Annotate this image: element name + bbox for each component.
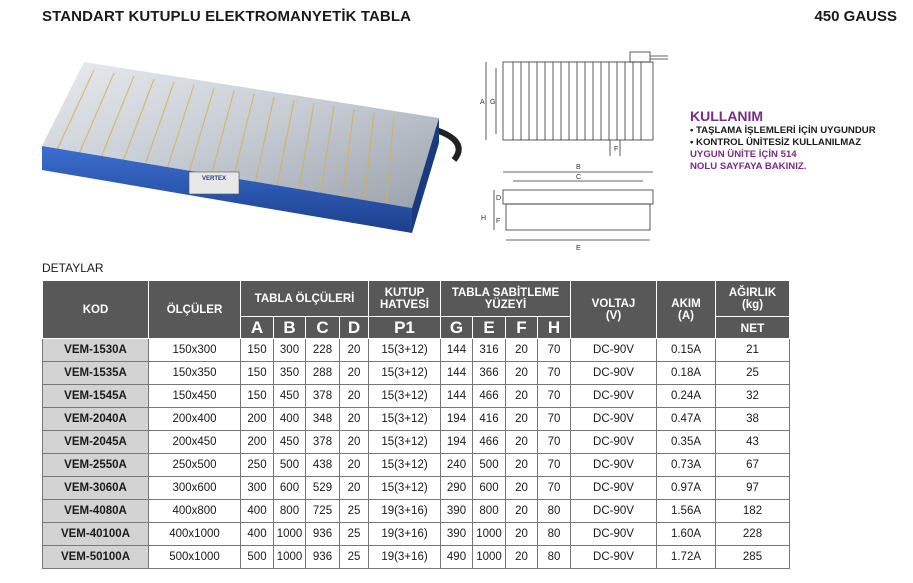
cell-akim: 0.47A bbox=[657, 408, 716, 431]
cell-voltaj: DC-90V bbox=[571, 523, 657, 546]
cell-e: 800 bbox=[473, 500, 506, 523]
table-row bbox=[43, 546, 790, 569]
cell-agirlik: 182 bbox=[716, 500, 790, 523]
cell-agirlik: 32 bbox=[716, 385, 790, 408]
cell-voltaj: DC-90V bbox=[571, 500, 657, 523]
cell-a: 400 bbox=[241, 500, 274, 523]
header-net: NET bbox=[716, 317, 790, 339]
connector-box bbox=[630, 52, 650, 62]
cell-olculer: 150x450 bbox=[149, 385, 241, 408]
dim-label-h: H bbox=[481, 215, 487, 222]
cell-agirlik: 25 bbox=[716, 362, 790, 385]
cell-g: 240 bbox=[441, 454, 473, 477]
cell-e: 466 bbox=[473, 385, 506, 408]
usage-item: • KONTROL ÜNİTESİZ KULLANILMAZ bbox=[690, 137, 862, 148]
side-view-top bbox=[503, 190, 653, 204]
cell-f: 20 bbox=[506, 523, 538, 546]
cell-f: 20 bbox=[506, 408, 538, 431]
cell-f: 20 bbox=[506, 546, 538, 569]
cell-akim: 0.35A bbox=[657, 431, 716, 454]
cell-c: 936 bbox=[306, 523, 340, 546]
header-agirlik: AĞIRLIK (kg) bbox=[716, 281, 790, 317]
cell-olculer: 400x1000 bbox=[149, 523, 241, 546]
cell-a: 300 bbox=[241, 477, 274, 500]
cell-p1: 19(3+16) bbox=[369, 500, 441, 523]
cell-olculer: 150x350 bbox=[149, 362, 241, 385]
cell-akim: 1.56A bbox=[657, 500, 716, 523]
cell-p1: 15(3+12) bbox=[369, 477, 441, 500]
dim-label-a: A bbox=[480, 99, 485, 106]
side-view-body bbox=[506, 204, 650, 230]
cell-p1: 19(3+16) bbox=[369, 546, 441, 569]
table-row bbox=[43, 523, 790, 546]
cell-b: 450 bbox=[274, 431, 306, 454]
dim-label-g: G bbox=[490, 99, 496, 106]
table-row bbox=[43, 408, 790, 431]
cell-d: 25 bbox=[340, 500, 369, 523]
cell-d: 20 bbox=[340, 477, 369, 500]
cell-h: 70 bbox=[538, 339, 571, 362]
cell-g: 490 bbox=[441, 546, 473, 569]
cell-d: 20 bbox=[340, 431, 369, 454]
cell-c: 936 bbox=[306, 546, 340, 569]
header-a: A bbox=[241, 317, 274, 339]
table-row bbox=[43, 385, 790, 408]
header-d: D bbox=[340, 317, 369, 339]
cell-h: 70 bbox=[538, 408, 571, 431]
cell-voltaj: DC-90V bbox=[571, 362, 657, 385]
table-row bbox=[43, 477, 790, 500]
cell-c: 725 bbox=[306, 500, 340, 523]
cell-d: 20 bbox=[340, 408, 369, 431]
cell-e: 1000 bbox=[473, 546, 506, 569]
cell-f: 20 bbox=[506, 477, 538, 500]
cell-d: 20 bbox=[340, 385, 369, 408]
header-c: C bbox=[306, 317, 340, 339]
cell-d: 20 bbox=[340, 339, 369, 362]
cell-voltaj: DC-90V bbox=[571, 454, 657, 477]
cell-h: 80 bbox=[538, 546, 571, 569]
cell-g: 194 bbox=[441, 408, 473, 431]
header-olculer: ÖLÇÜLER bbox=[149, 281, 241, 339]
table-row bbox=[43, 431, 790, 454]
dim-label-f-top: F bbox=[614, 146, 619, 153]
usage-note: UYGUN ÜNİTE İÇİN 514 bbox=[690, 149, 797, 160]
cell-b: 350 bbox=[274, 362, 306, 385]
usage-title: KULLANIM bbox=[690, 108, 764, 124]
cell-f: 20 bbox=[506, 431, 538, 454]
header-tabla-olculeri: TABLA ÖLÇÜLERİ bbox=[241, 281, 369, 317]
cell-a: 200 bbox=[241, 408, 274, 431]
cell-agirlik: 97 bbox=[716, 477, 790, 500]
cell-h: 70 bbox=[538, 477, 571, 500]
cell-d: 20 bbox=[340, 362, 369, 385]
product-photo bbox=[34, 48, 474, 248]
cell-kod: VEM-50100A bbox=[43, 546, 149, 569]
cell-p1: 15(3+12) bbox=[369, 385, 441, 408]
cell-a: 150 bbox=[241, 385, 274, 408]
cell-akim: 0.97A bbox=[657, 477, 716, 500]
cell-f: 20 bbox=[506, 385, 538, 408]
top-view-ribs bbox=[513, 62, 641, 140]
header-f: F bbox=[506, 317, 538, 339]
cell-voltaj: DC-90V bbox=[571, 546, 657, 569]
cell-b: 1000 bbox=[274, 523, 306, 546]
header-voltaj: VOLTAJ (V) bbox=[571, 281, 657, 339]
cell-h: 70 bbox=[538, 431, 571, 454]
cell-agirlik: 21 bbox=[716, 339, 790, 362]
cell-e: 316 bbox=[473, 339, 506, 362]
header-p1: P1 bbox=[369, 317, 441, 339]
cell-c: 378 bbox=[306, 385, 340, 408]
dim-label-d: D bbox=[496, 195, 502, 202]
cell-c: 529 bbox=[306, 477, 340, 500]
cell-agirlik: 285 bbox=[716, 546, 790, 569]
spec-table-body bbox=[43, 339, 790, 569]
cell-kod: VEM-2045A bbox=[43, 431, 149, 454]
cell-a: 150 bbox=[241, 339, 274, 362]
cell-akim: 0.73A bbox=[657, 454, 716, 477]
header-h: H bbox=[538, 317, 571, 339]
technical-drawing bbox=[468, 40, 683, 260]
cell-a: 500 bbox=[241, 546, 274, 569]
cell-akim: 0.24A bbox=[657, 385, 716, 408]
header-g: G bbox=[441, 317, 473, 339]
cell-kod: VEM-1530A bbox=[43, 339, 149, 362]
cell-e: 416 bbox=[473, 408, 506, 431]
cell-olculer: 150x300 bbox=[149, 339, 241, 362]
cell-f: 20 bbox=[506, 339, 538, 362]
table-row bbox=[43, 500, 790, 523]
cell-b: 800 bbox=[274, 500, 306, 523]
spec-table bbox=[42, 280, 790, 569]
cell-olculer: 200x450 bbox=[149, 431, 241, 454]
cell-p1: 15(3+12) bbox=[369, 408, 441, 431]
cell-f: 20 bbox=[506, 454, 538, 477]
dim-label-b: B bbox=[576, 164, 581, 171]
cell-b: 500 bbox=[274, 454, 306, 477]
table-row bbox=[43, 339, 790, 362]
cell-e: 466 bbox=[473, 431, 506, 454]
header-kutup-hatvesi: KUTUP HATVESİ bbox=[369, 281, 441, 317]
cell-b: 450 bbox=[274, 385, 306, 408]
usage-note: NOLU SAYFAYA BAKINIZ. bbox=[690, 161, 807, 172]
cell-kod: VEM-2040A bbox=[43, 408, 149, 431]
cell-agirlik: 38 bbox=[716, 408, 790, 431]
cell-agirlik: 228 bbox=[716, 523, 790, 546]
cell-g: 144 bbox=[441, 385, 473, 408]
cell-p1: 15(3+12) bbox=[369, 431, 441, 454]
gauss-rating: 450 GAUSS bbox=[814, 8, 897, 25]
cell-f: 20 bbox=[506, 362, 538, 385]
cell-f: 20 bbox=[506, 500, 538, 523]
cell-b: 600 bbox=[274, 477, 306, 500]
cell-c: 228 bbox=[306, 339, 340, 362]
cell-e: 1000 bbox=[473, 523, 506, 546]
cell-b: 400 bbox=[274, 408, 306, 431]
usage-section bbox=[690, 108, 905, 173]
cell-olculer: 500x1000 bbox=[149, 546, 241, 569]
cell-p1: 15(3+12) bbox=[369, 339, 441, 362]
header-kod: KOD bbox=[43, 281, 149, 339]
cell-voltaj: DC-90V bbox=[571, 385, 657, 408]
cell-e: 500 bbox=[473, 454, 506, 477]
cell-a: 200 bbox=[241, 431, 274, 454]
header-akim: AKIM (A) bbox=[657, 281, 716, 339]
cell-a: 150 bbox=[241, 362, 274, 385]
cell-a: 400 bbox=[241, 523, 274, 546]
cell-c: 438 bbox=[306, 454, 340, 477]
dim-label-c: C bbox=[576, 174, 582, 181]
cell-p1: 19(3+16) bbox=[369, 523, 441, 546]
cell-a: 250 bbox=[241, 454, 274, 477]
cell-g: 390 bbox=[441, 523, 473, 546]
cell-olculer: 200x400 bbox=[149, 408, 241, 431]
cell-h: 70 bbox=[538, 454, 571, 477]
cell-e: 366 bbox=[473, 362, 506, 385]
cell-b: 300 bbox=[274, 339, 306, 362]
top-view-outline bbox=[503, 62, 653, 140]
cell-akim: 1.72A bbox=[657, 546, 716, 569]
cell-agirlik: 67 bbox=[716, 454, 790, 477]
cell-g: 194 bbox=[441, 431, 473, 454]
cell-olculer: 300x600 bbox=[149, 477, 241, 500]
cell-h: 70 bbox=[538, 385, 571, 408]
cell-kod: VEM-40100A bbox=[43, 523, 149, 546]
page-title: STANDART KUTUPLU ELEKTROMANYETİK TABLA bbox=[42, 8, 412, 25]
cell-agirlik: 43 bbox=[716, 431, 790, 454]
cell-h: 70 bbox=[538, 362, 571, 385]
cell-c: 348 bbox=[306, 408, 340, 431]
cell-d: 20 bbox=[340, 454, 369, 477]
cell-kod: VEM-4080A bbox=[43, 500, 149, 523]
details-label: DETAYLAR bbox=[42, 261, 104, 275]
cell-d: 25 bbox=[340, 546, 369, 569]
cell-c: 378 bbox=[306, 431, 340, 454]
cell-e: 600 bbox=[473, 477, 506, 500]
cell-olculer: 250x500 bbox=[149, 454, 241, 477]
cell-olculer: 400x800 bbox=[149, 500, 241, 523]
cell-kod: VEM-3060A bbox=[43, 477, 149, 500]
cell-kod: VEM-1545A bbox=[43, 385, 149, 408]
header-e: E bbox=[473, 317, 506, 339]
cell-b: 1000 bbox=[274, 546, 306, 569]
cell-akim: 0.15A bbox=[657, 339, 716, 362]
cell-g: 144 bbox=[441, 339, 473, 362]
cell-p1: 15(3+12) bbox=[369, 362, 441, 385]
header-tabla-sabitleme: TABLA SABİTLEME YÜZEYİ bbox=[441, 281, 571, 317]
cell-h: 80 bbox=[538, 500, 571, 523]
cell-kod: VEM-1535A bbox=[43, 362, 149, 385]
cell-d: 25 bbox=[340, 523, 369, 546]
cell-akim: 0.18A bbox=[657, 362, 716, 385]
header-b: B bbox=[274, 317, 306, 339]
table-row bbox=[43, 454, 790, 477]
cell-voltaj: DC-90V bbox=[571, 477, 657, 500]
brand-logo: VERTEX bbox=[201, 176, 227, 182]
cell-g: 290 bbox=[441, 477, 473, 500]
cell-h: 80 bbox=[538, 523, 571, 546]
cell-voltaj: DC-90V bbox=[571, 339, 657, 362]
usage-item: • TAŞLAMA İŞLEMLERİ İÇİN UYGUNDUR bbox=[690, 125, 876, 136]
cell-g: 390 bbox=[441, 500, 473, 523]
cell-p1: 15(3+12) bbox=[369, 454, 441, 477]
dim-label-e: E bbox=[576, 245, 581, 252]
cell-g: 144 bbox=[441, 362, 473, 385]
cell-voltaj: DC-90V bbox=[571, 431, 657, 454]
cell-akim: 1.60A bbox=[657, 523, 716, 546]
table-row bbox=[43, 362, 790, 385]
cell-voltaj: DC-90V bbox=[571, 408, 657, 431]
cell-c: 288 bbox=[306, 362, 340, 385]
cell-kod: VEM-2550A bbox=[43, 454, 149, 477]
dim-label-f-side: F bbox=[496, 218, 501, 225]
